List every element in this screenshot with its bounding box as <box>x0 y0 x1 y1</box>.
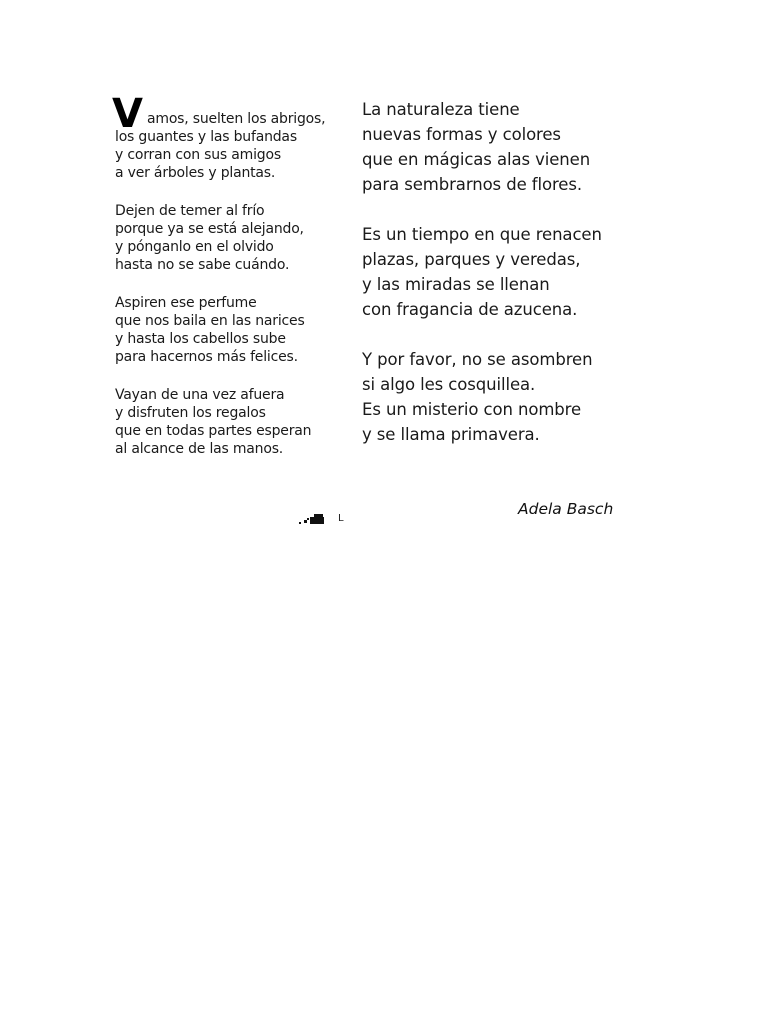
poem-line: Es un tiempo en que renacen <box>362 225 602 244</box>
stanza <box>115 386 350 458</box>
poem-right-column <box>362 97 662 472</box>
poem-line: y las miradas se llenan <box>362 275 550 294</box>
poem-line: nuevas formas y colores <box>362 125 561 144</box>
poem-line: y disfruten los regalos <box>115 405 266 421</box>
drop-cap: V <box>112 91 143 137</box>
poem-line: Es un misterio con nombre <box>362 400 582 419</box>
poem-line: que nos baila en las narices <box>115 313 305 329</box>
poem-line: para sembrarnos de flores. <box>362 175 582 194</box>
poem-line: plazas, parques y veredas, <box>362 250 581 269</box>
scan-artifact-mark <box>298 513 326 525</box>
stanza <box>112 91 350 182</box>
poem-line: amos, suelten los abrigos, <box>147 111 326 127</box>
author-signature: Adela Basch <box>518 500 614 518</box>
poem-line: para hacernos más felices. <box>115 349 298 365</box>
poem-line: hasta no se sabe cuándo. <box>115 257 290 273</box>
poem-line: que en mágicas alas vienen <box>362 150 591 169</box>
poem-line: y pónganlo en el olvido <box>115 239 274 255</box>
poem-line: y corran con sus amigos <box>115 147 281 163</box>
poem-line: al alcance de las manos. <box>115 441 284 457</box>
poem-line: porque ya se está alejando, <box>115 221 304 237</box>
poem-line: y hasta los cabellos sube <box>115 331 286 347</box>
poem-left-column <box>112 91 350 478</box>
poem-line: Y por favor, no se asombren <box>362 350 593 369</box>
poem-line: que en todas partes esperan <box>115 423 312 439</box>
stanza <box>115 294 350 366</box>
corner-mark: L <box>338 513 344 524</box>
stanza <box>362 347 662 447</box>
poem-line: con fragancia de azucena. <box>362 300 578 319</box>
stanza <box>362 97 662 197</box>
poem-line: los guantes y las bufandas <box>115 129 297 145</box>
poem-line: si algo les cosquillea. <box>362 375 536 394</box>
poem-line: Dejen de temer al frío <box>115 203 265 219</box>
poem-line: a ver árboles y plantas. <box>115 165 276 181</box>
poem-line: La naturaleza tiene <box>362 100 520 119</box>
stanza <box>362 222 662 322</box>
poem-line: y se llama primavera. <box>362 425 540 444</box>
poem-line: Vayan de una vez afuera <box>115 387 285 403</box>
stanza <box>115 202 350 274</box>
poem-line: Aspiren ese perfume <box>115 295 257 311</box>
